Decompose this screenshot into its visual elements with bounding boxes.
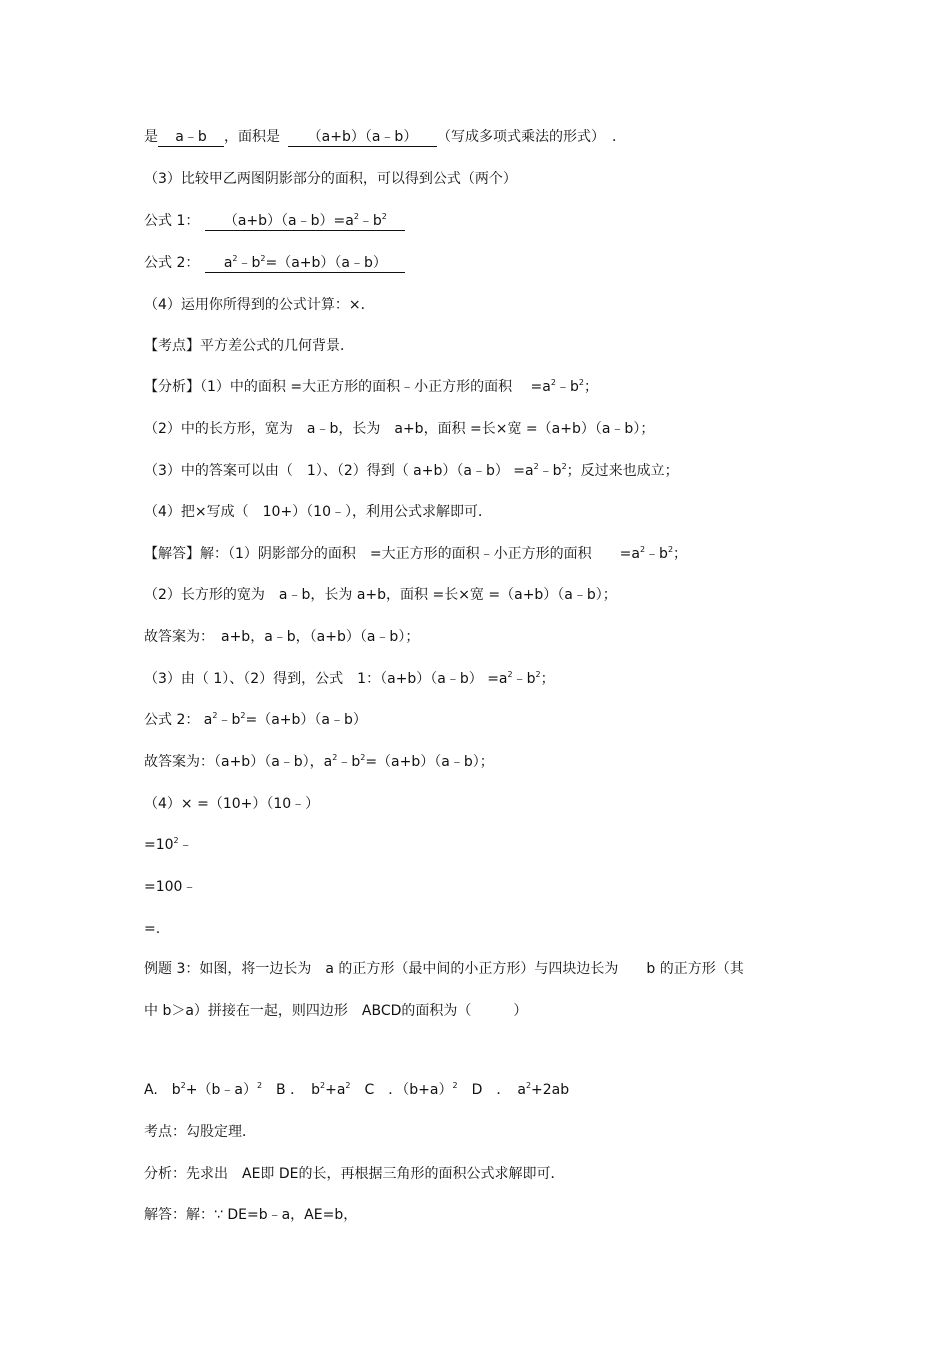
kaodian-heading: 【考点】平方差公式的几何背景．	[144, 338, 354, 354]
jieda-line-8: $=10^2﹣$	[144, 836, 193, 853]
line-5: （4）运用你所得到的公式计算：×．	[144, 297, 375, 313]
fenxi-line-4: （4）把×写成（ 10+）（10﹣），利用公式求解即可．	[144, 504, 492, 520]
jieda-example-line: 解答：解：∵ DE=b﹣a，AE=b，	[144, 1207, 358, 1223]
formula-1: 公式 1： $(a+b)(a﹣b)=a^2﹣b^2$	[144, 212, 405, 231]
jieda-line-2: （2）长方形的宽为 a﹣b，长为 a+b，面积 =长×宽 =（a+b）（a﹣b）；	[144, 587, 617, 603]
fenxi-example-line: 分析：先求出 AE即 DE的长，再根据三角形的面积公式求解即可．	[144, 1166, 565, 1182]
blank-formula-1: $(a+b)(a﹣b)=a^2﹣b^2$	[205, 212, 405, 231]
example-3-line-1: 例题 3：如图，将一边长为 a 的正方形（最中间的小正方形）与四块边长为 b 的正方形（其	[144, 961, 744, 977]
jieda-line-1: 【解答】解：（1）阴影部分的面积 =大正方形的面积﹣小正方形的面积 $=a^2﹣b^2$；	[144, 545, 688, 562]
blank-answer-2: （a+b）（a﹣b）	[288, 128, 437, 147]
jieda-line-3: 故答案为： a+b，a﹣b，（a+b）（a﹣b）；	[144, 629, 420, 645]
kaodian-line: 考点：勾股定理．	[144, 1124, 256, 1140]
fenxi-line-1: 【分析】（1）中的面积 =大正方形的面积﹣小正方形的面积 $=a^2﹣b^2$；	[144, 378, 598, 395]
jieda-line-9: =100﹣	[144, 879, 197, 895]
jieda-line-5: 公式 2： $a^2﹣b^2=(a+b)(a﹣b)$	[144, 711, 367, 728]
jieda-line-10: =.	[144, 921, 161, 937]
jieda-line-4: （3）由（ 1）、（2）得到，公式 1：（a+b）（a﹣b） $=a^2﹣b^2$；	[144, 670, 555, 687]
fenxi-line-3: （3）中的答案可以由（ 1）、（2）得到（ a+b）（a﹣b） $=a^2﹣b^2$；反过来也成立；	[144, 462, 679, 479]
blank-answer-1: a﹣b	[158, 128, 224, 147]
jieda-line-6: 故答案为：（a+b）（a﹣b），$a^2﹣b^2=(a+b)(a﹣b)$；	[144, 753, 494, 770]
example-3-options: A. $b^2+(b﹣a)^2$ B ． $b^2+a^2$ C ．$(b+a)^2$ D ． $a^2+2ab$	[144, 1081, 570, 1098]
jieda-line-7: （4）× =（10+）（10﹣）	[144, 796, 320, 812]
fenxi-line-2: （2）中的长方形，宽为 a﹣b，长为 a+b，面积 =长×宽 =（a+b）（a﹣b）；	[144, 421, 655, 437]
example-3-line-2: 中 b＞a）拼接在一起，则四边形 ABCD的面积为（ ）	[144, 1003, 528, 1019]
line-2: （3）比较甲乙两图阴影部分的面积，可以得到公式（两个）	[144, 171, 517, 187]
blank-formula-2: $a^2﹣b^2=(a+b)(a﹣b)$	[205, 254, 405, 273]
line-1: 是 a﹣b ，面积是 （a+b）（a﹣b） （写成多项式乘法的形式） ．	[144, 129, 626, 145]
formula-2: 公式 2： $a^2﹣b^2=(a+b)(a﹣b)$	[144, 254, 405, 273]
